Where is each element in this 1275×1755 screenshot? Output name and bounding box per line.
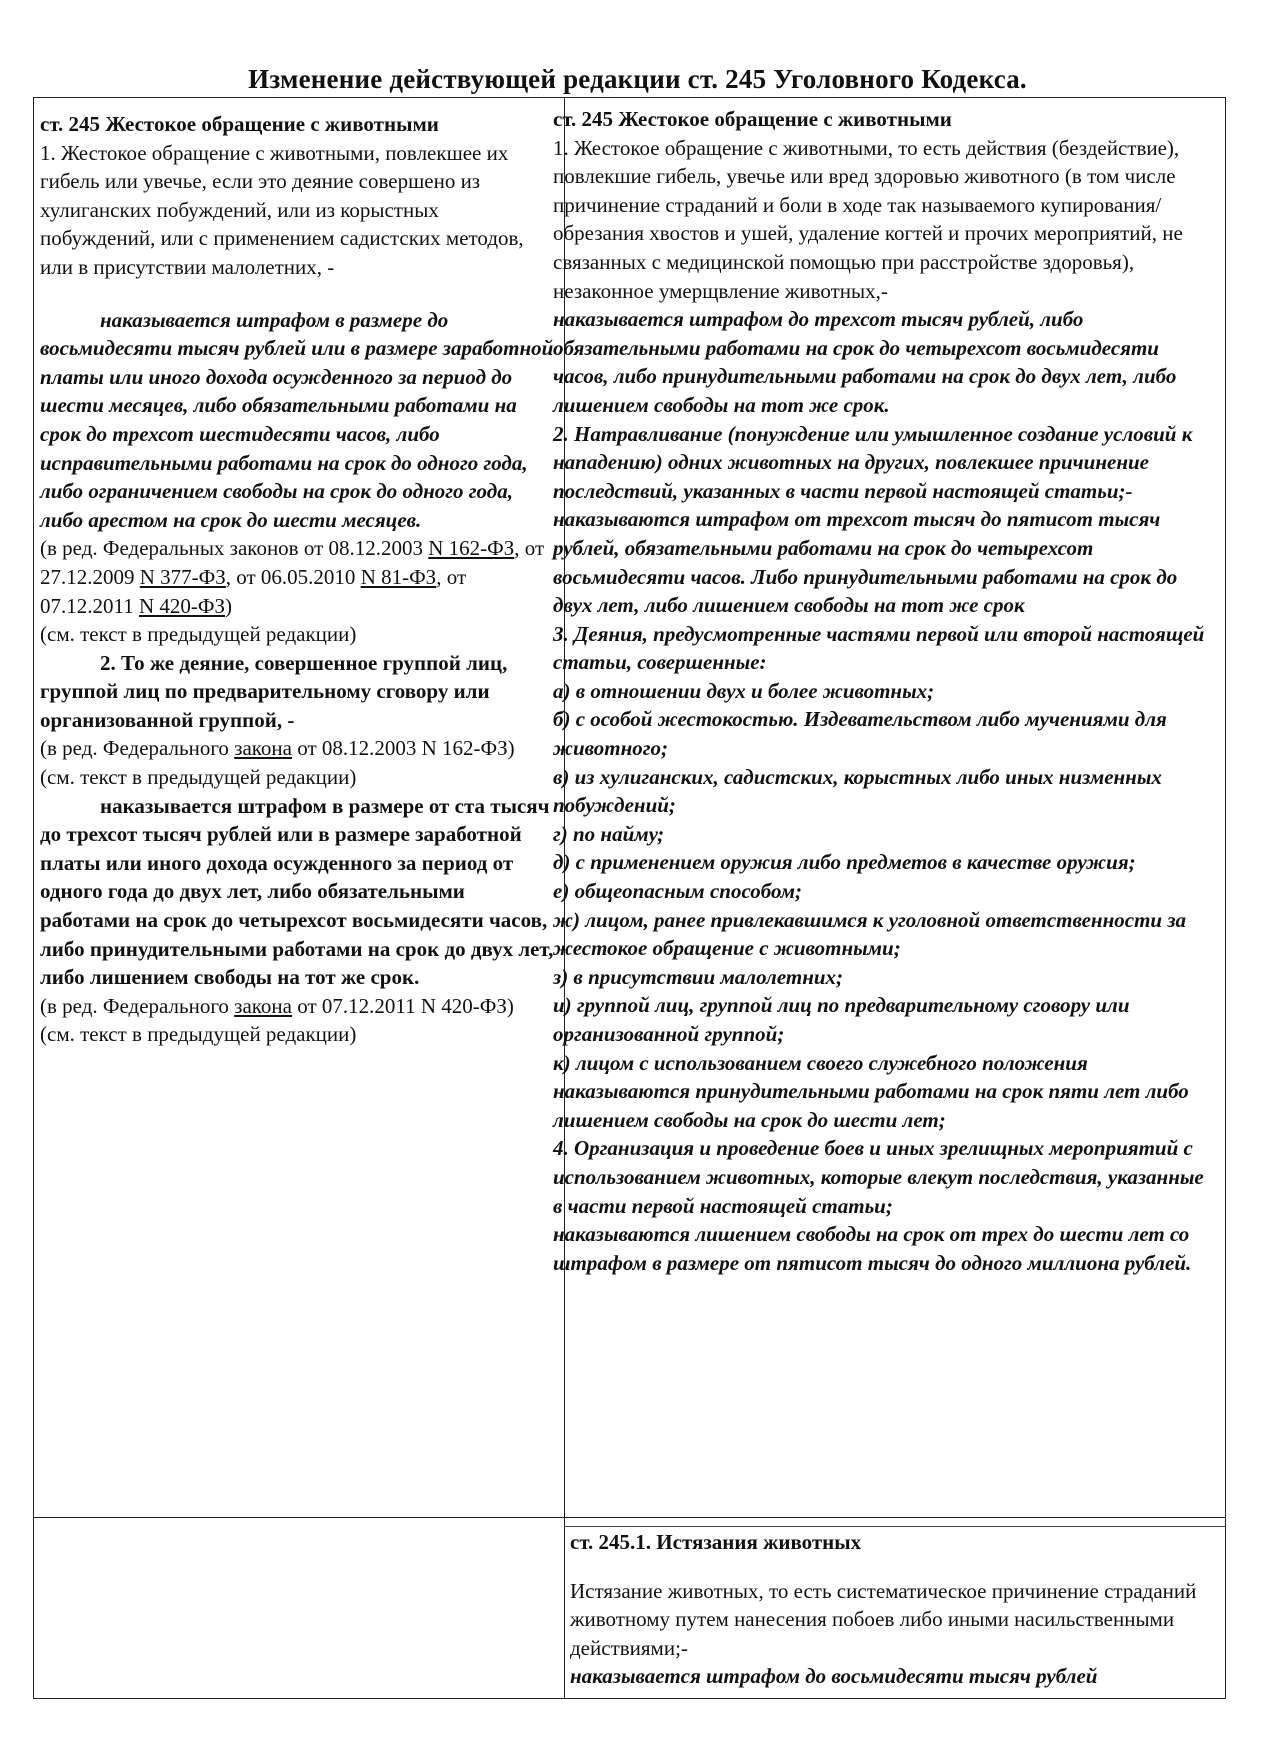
penalty4-proposed: наказываются лишением свободы на срок от трех до шести лет со штрафом в размере от пятисот тысяч до одного миллиона рублей. xyxy=(553,1222,1192,1275)
list-item: г) по найму; xyxy=(553,821,665,846)
amendment-text: (в ред. Федерального xyxy=(40,736,235,761)
article-heading-proposed: ст. 245 Жестокое обращение с животными xyxy=(553,107,952,131)
new-article-245-1 xyxy=(570,1528,1220,1691)
part2-current: 2. То же деяние, совершенное группой лиц, группой лиц по предварительному сговору или организованной группой, - xyxy=(40,650,508,732)
list-item: а) в отношении двух и более животных; xyxy=(553,678,935,703)
law-link[interactable]: N 81-ФЗ xyxy=(360,564,437,589)
see-previous-edition-1: (см. текст в предыдущей редакции) xyxy=(40,622,357,647)
amendment-text: (в ред. Федерального xyxy=(40,993,235,1018)
amendment-note-1 xyxy=(40,534,555,620)
part3-proposed: 3. Деяния, предусмотренные частями первой или второй настоящей статьи, совершенные: xyxy=(553,621,1205,675)
list-item: б) с особой жестокостью. Издевательством либо мучениями для животного; xyxy=(553,707,1167,761)
part1-proposed: 1. Жестокое обращение с животными, то есть действия (бездействие), повлекшие гибель, увечье или вред здоровью животного (в том числе причинение страданий и боли в ходе так называемого купирования/обрезания хвостов и ушей, удаление когтей и прочих мероприятий, не связанных с медицинской помощью при расстройстве здоровья), незаконное умерщвление животных,- xyxy=(553,135,1183,303)
spacer xyxy=(570,1557,1220,1577)
article-heading-current: ст. 245 Жестокое обращение с животными xyxy=(40,112,439,136)
list-item: ж) лицом, ранее привлекавшимся к уголовной ответственности за жестокое обращение с животными; xyxy=(553,907,1187,961)
amendment-text: от 07.12.2011 N 420-ФЗ) xyxy=(291,993,514,1018)
law-link[interactable]: N 162-ФЗ xyxy=(428,536,515,561)
law-link[interactable]: закона xyxy=(234,736,292,761)
article-245-1-penalty: наказывается штрафом до восьмидесяти тысяч рублей xyxy=(570,1664,1098,1689)
penalty1-proposed: наказывается штрафом до трехсот тысяч рублей, либо обязательными работами на срок до четырехсот восьмидесяти часов, либо принудительными работами на срок до двух лет, либо лишением свободы на тот же срок. xyxy=(553,307,1177,417)
amendment-text: от 08.12.2003 N 162-ФЗ) xyxy=(291,736,515,761)
list-item: в) из хулиганских, садистских, корыстных либо иных низменных побуждений; xyxy=(553,764,1162,818)
law-link[interactable]: N 377-ФЗ xyxy=(139,564,226,589)
amendment-text: , от 27.12.2009 xyxy=(40,536,545,589)
page-title: Изменение действующей редакции ст. 245 Уголовного Кодекса. xyxy=(248,64,1027,94)
spacer xyxy=(40,282,555,306)
law-link[interactable]: N 420-ФЗ xyxy=(138,593,226,618)
part4-proposed: 4. Организация и проведение боев и иных зрелищных мероприятий с использованием животных, которые влекут последствия, указанные в части первой настоящей статьи; xyxy=(553,1136,1204,1218)
list-item: е) общеопасным способом; xyxy=(553,879,803,904)
part1-current: 1. Жестокое обращение с животными, повлекшее их гибель или увечье, если это деяние совершено из хулиганских побуждений, или из корыстных побуждений, или с применением садистских методов, или в присутствии малолетних, - xyxy=(40,140,524,279)
row-divider xyxy=(33,1517,1226,1518)
article-245-1-text: Истязание животных, то есть систематическое причинение страданий животному путем нанесения побоев либо иными насильственными действиями;- xyxy=(570,1578,1197,1660)
see-previous-edition-2: (см. текст в предыдущей редакции) xyxy=(40,765,357,790)
see-previous-edition-3: (см. текст в предыдущей редакции) xyxy=(40,1022,357,1047)
amendment-note-2 xyxy=(40,734,555,763)
penalty2-proposed: наказываются штрафом от трехсот тысяч до пятисот тысяч рублей, обязательными работами на срок до четырехсот восьмидесяти часов. Либо принудительными работами на срок до двух лет, либо лишением свободы на тот же срок xyxy=(553,507,1178,618)
row-divider-secondary xyxy=(564,1526,1226,1527)
list-item: и) группой лиц, группой лиц по предварительному сговору или организованной группой; xyxy=(553,993,1130,1046)
amendment-text: (в ред. Федеральных законов от 08.12.2003 xyxy=(40,536,429,561)
amendment-text: ) xyxy=(225,593,233,618)
article-heading-245-1: ст. 245.1. Истязания животных xyxy=(570,1530,862,1554)
amendment-text: , от 07.12.2011 xyxy=(40,564,467,618)
list-item: к) лицом с использованием своего служебного положения наказываются принудительными работами на срок пяти лет либо лишением свободы на срок до шести лет; xyxy=(553,1050,1189,1132)
list-item: з) в присутствии малолетних; xyxy=(553,964,844,989)
part2-proposed: 2. Натравливание (понуждение или умышленное создание условий к нападению) одних животных на других, повлекшее причинение последствий, указанных в части первой настоящей статьи;- xyxy=(553,421,1193,503)
list-item: д) с применением оружия либо предметов в качестве оружия; xyxy=(553,850,1136,875)
current-edition-column xyxy=(40,110,555,1049)
proposed-edition-column xyxy=(553,105,1213,1277)
amendment-text: , от 06.05.2010 xyxy=(225,564,361,589)
law-link[interactable]: закона xyxy=(234,993,292,1018)
penalty1-current: наказывается штрафом в размере до восьмидесяти тысяч рублей или в размере заработной платы или иного дохода осужденного за период до шести месяцев, либо обязательными работами на срок до трехсот шестидесяти часов, либо исправительными работами на срок до одного года, либо ограничением свободы на срок до одного года, либо арестом на срок до шести месяцев. xyxy=(40,307,554,532)
penalty2-current: наказывается штрафом в размере от ста тысяч до трехсот тысяч рублей или в размере заработной платы или иного дохода осужденного за период от одного года до двух лет, либо обязательными работами на срок до четырехсот восьмидесяти часов, либо принудительными работами на срок до двух лет, либо лишением свободы на тот же срок. xyxy=(40,793,554,990)
amendment-note-3 xyxy=(40,992,555,1021)
